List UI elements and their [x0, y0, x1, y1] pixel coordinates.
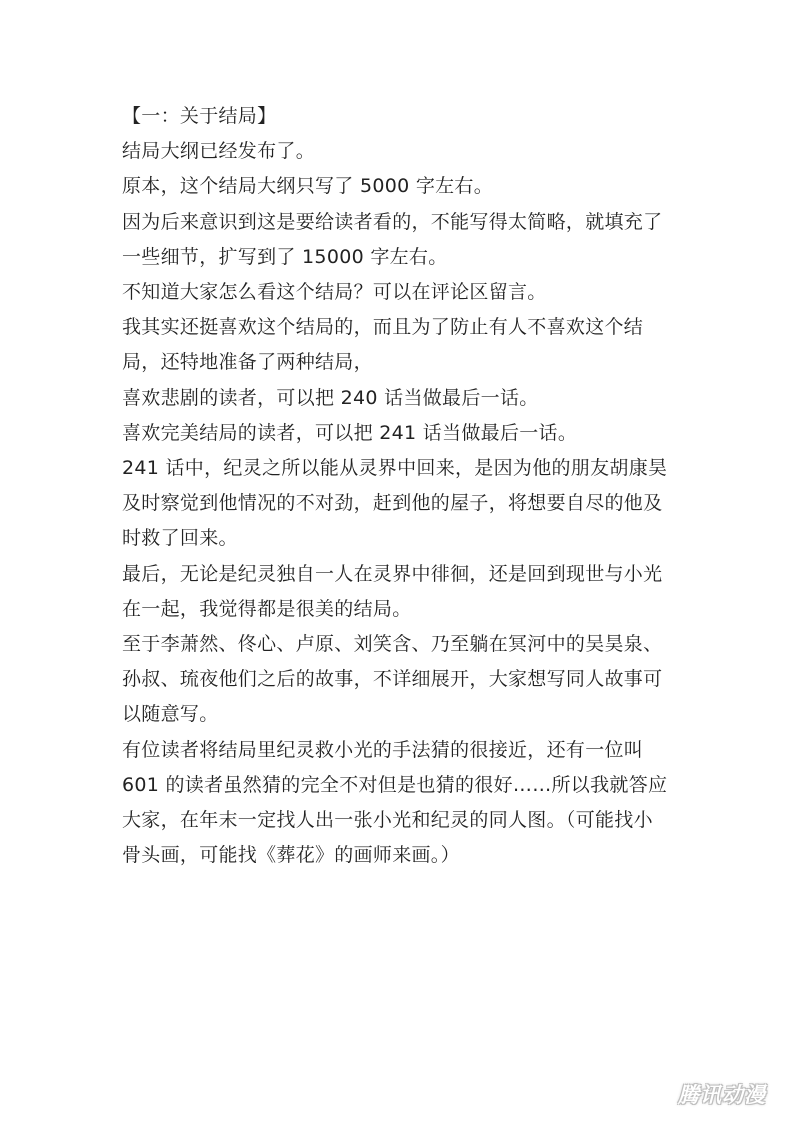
text-line: 喜欢悲剧的读者，可以把 240 话当做最后一话。 [122, 386, 539, 409]
text-line: 我其实还挺喜欢这个结局的，而且为了防止有人不喜欢这个结 [122, 316, 644, 339]
document-body [122, 99, 692, 873]
text-line: 大家，在年末一定找人出一张小光和纪灵的同人图。（可能找小 [122, 809, 653, 832]
text-line: 喜欢完美结局的读者，可以把 241 话当做最后一话。 [122, 421, 578, 444]
text-line: 结局大纲已经发布了。 [122, 140, 316, 163]
text-line: 最后，无论是纪灵独自一人在灵界中徘徊，还是回到现世与小光 [122, 562, 663, 585]
watermark-logo: 腾讯动漫 [678, 1083, 766, 1107]
text-line: 因为后来意识到这是要给读者看的，不能写得太简略，就填充了 [122, 210, 663, 233]
text-line: 一些细节，扩写到了 15000 字左右。 [122, 245, 448, 268]
text-line: 241 话中，纪灵之所以能从灵界中回来，是因为他的朋友胡康昊 [122, 457, 668, 480]
text-line: 有位读者将结局里纪灵救小光的手法猜的很接近，还有一位叫 [122, 738, 644, 761]
text-line: 至于李萧然、佟心、卢原、刘笑含、乃至躺在冥河中的吴昊泉、 [122, 633, 663, 656]
text-line: 骨头画，可能找《葬花》的画师来画。） [122, 844, 460, 867]
text-line: 在一起，我觉得都是很美的结局。 [122, 597, 412, 620]
text-line: 601 的读者虽然猜的完全不对但是也猜的很好……所以我就答应 [122, 773, 668, 796]
text-line: 原本，这个结局大纲只写了 5000 字左右。 [122, 175, 494, 198]
text-line: 局，还特地准备了两种结局， [122, 351, 373, 374]
text-line: 孙叔、琉夜他们之后的故事，不详细展开，大家想写同人故事可 [122, 668, 663, 691]
text-line: 及时察觉到他情况的不对劲，赶到他的屋子，将想要自尽的他及 [122, 492, 663, 515]
text-line: 不知道大家怎么看这个结局？可以在评论区留言。 [122, 281, 547, 304]
text-line: 以随意写。 [122, 703, 219, 726]
text-line: 时救了回来。 [122, 527, 238, 550]
section-heading: 【一：关于结局】 [122, 105, 277, 127]
